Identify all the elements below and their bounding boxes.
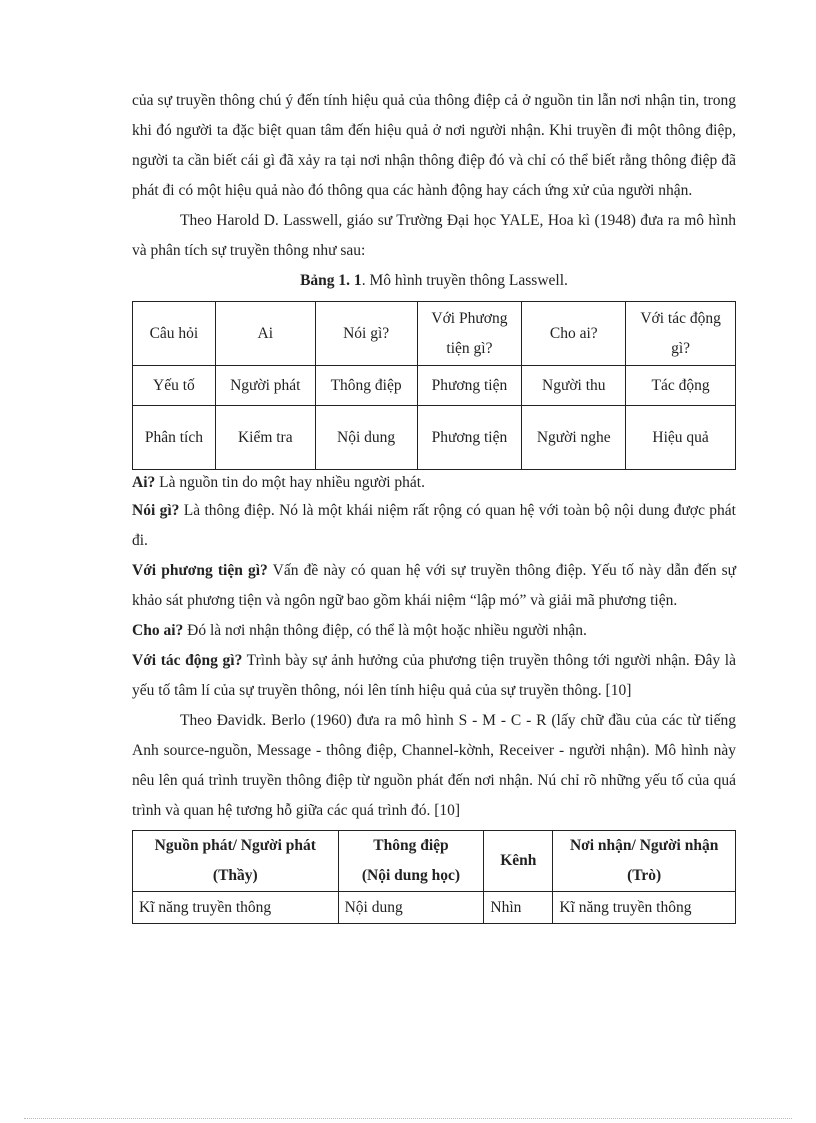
table-row xyxy=(133,302,736,366)
paragraph-lasswell: Theo Harold D. Lasswell, giáo sư Trường Đại học YALE, Hoa kì (1948) đưa ra mô hình và phân tích sự truyền thông như sau: xyxy=(132,212,736,259)
table-cell: Phân tích xyxy=(133,406,216,470)
document-page xyxy=(132,86,736,924)
definition-term: Với tác động gì? xyxy=(132,652,243,669)
table-cell: Hiệu quả xyxy=(626,406,736,470)
table-header-cell: Nơi nhận/ Người nhận (Trò) xyxy=(553,831,736,892)
table-cell: Nhìn xyxy=(484,892,553,924)
definition-text: Là thông điệp. Nó là một khái niệm rất rộng có quan hệ với toàn bộ nội dung được phát đi. xyxy=(132,502,736,549)
definition-text: Là nguồn tin do một hay nhiều người phát. xyxy=(155,474,425,491)
table-header-row xyxy=(133,831,736,892)
table-cell: Nói gì? xyxy=(315,302,417,366)
table-cell: Với tác động gì? xyxy=(626,302,736,366)
table-row xyxy=(133,406,736,470)
table-row xyxy=(133,366,736,406)
definition-whom xyxy=(132,616,736,646)
table1-caption-text: . Mô hình truyền thông Lasswell. xyxy=(361,272,568,289)
definition-text: Trình bày sự ảnh hưởng của phương tiện truyền thông tới người nhận. Đây là yếu tố tâm lí của sự truyền thông, nói lên tính hiệu quả của sự truyền thông. [10] xyxy=(132,652,736,699)
table-row xyxy=(133,892,736,924)
table1-caption xyxy=(132,266,736,296)
table-cell: Câu hỏi xyxy=(133,302,216,366)
table-cell: Nội dung xyxy=(315,406,417,470)
table-cell: Cho ai? xyxy=(522,302,626,366)
lasswell-table xyxy=(132,301,736,470)
berlo-table xyxy=(132,830,736,924)
table-cell: Nội dung xyxy=(338,892,484,924)
table-cell: Ai xyxy=(215,302,315,366)
table-cell: Kĩ năng truyền thông xyxy=(133,892,339,924)
definition-term: Ai? xyxy=(132,474,156,491)
table-header-cell: Kênh xyxy=(484,831,553,892)
paragraph-berlo: Theo Đavidk. Berlo (1960) đưa ra mô hình S - M - C - R (lấy chữ đầu của các từ tiếng Anh source-nguồn, Message - thông điệp, Channel-kờnh, Receiver - người nhận). Mô hình này nêu lên quá trình truyền thông điệp từ nguồn phát đến nơi nhận. Nú chỉ rõ những yếu tố của quá trình và quan hệ tương hỗ giữa các quá trình đó. [10] xyxy=(132,712,736,819)
table-header-cell: Thông điệp (Nội dung học) xyxy=(338,831,484,892)
page-bottom-divider xyxy=(24,1118,792,1119)
table-cell: Phương tiện xyxy=(417,406,522,470)
table-cell: Thông điệp xyxy=(315,366,417,406)
table-cell: Với Phương tiện gì? xyxy=(417,302,522,366)
table-cell: Yếu tố xyxy=(133,366,216,406)
definition-term: Với phương tiện gì? xyxy=(132,562,268,579)
definition-channel xyxy=(132,556,736,616)
definition-term: Cho ai? xyxy=(132,622,184,639)
table-cell: Phương tiện xyxy=(417,366,522,406)
table-header-cell: Nguồn phát/ Người phát (Thầy) xyxy=(133,831,339,892)
table1-caption-label: Bảng 1. 1 xyxy=(300,272,362,289)
definition-term: Nói gì? xyxy=(132,502,180,519)
table-cell: Kĩ năng truyền thông xyxy=(553,892,736,924)
table-cell: Người thu xyxy=(522,366,626,406)
definition-text: Vấn đề này có quan hệ với sự truyền thông điệp. Yếu tố này dẫn đến sự khảo sát phương tiện và ngôn ngữ bao gồm khái niệm “lập mó” và giải mã phương tiện. xyxy=(132,562,737,609)
paragraph-intro: của sự truyền thông chú ý đến tính hiệu quả của thông điệp cả ở nguồn tin lẫn nơi nhận tin, trong khi đó người ta đặc biệt quan tâm đến hiệu quả ở nơi người nhận. Khi truyền đi một thông điệp, người ta cần biết cái gì đã xảy ra tại nơi nhận thông điệp đó và chỉ có thể biết rằng thông điệp đã phát đi có một hiệu quả nào đó thông qua các hành động hay cách ứng xử của người nhận. xyxy=(132,92,736,199)
table-cell: Người nghe xyxy=(522,406,626,470)
definition-who xyxy=(132,470,736,496)
definition-text: Đó là nơi nhận thông điệp, có thể là một hoặc nhiều người nhận. xyxy=(183,622,587,639)
table-cell: Người phát xyxy=(215,366,315,406)
table-cell: Kiểm tra xyxy=(215,406,315,470)
definition-what xyxy=(132,496,736,556)
definition-effect xyxy=(132,646,736,706)
table-cell: Tác động xyxy=(626,366,736,406)
